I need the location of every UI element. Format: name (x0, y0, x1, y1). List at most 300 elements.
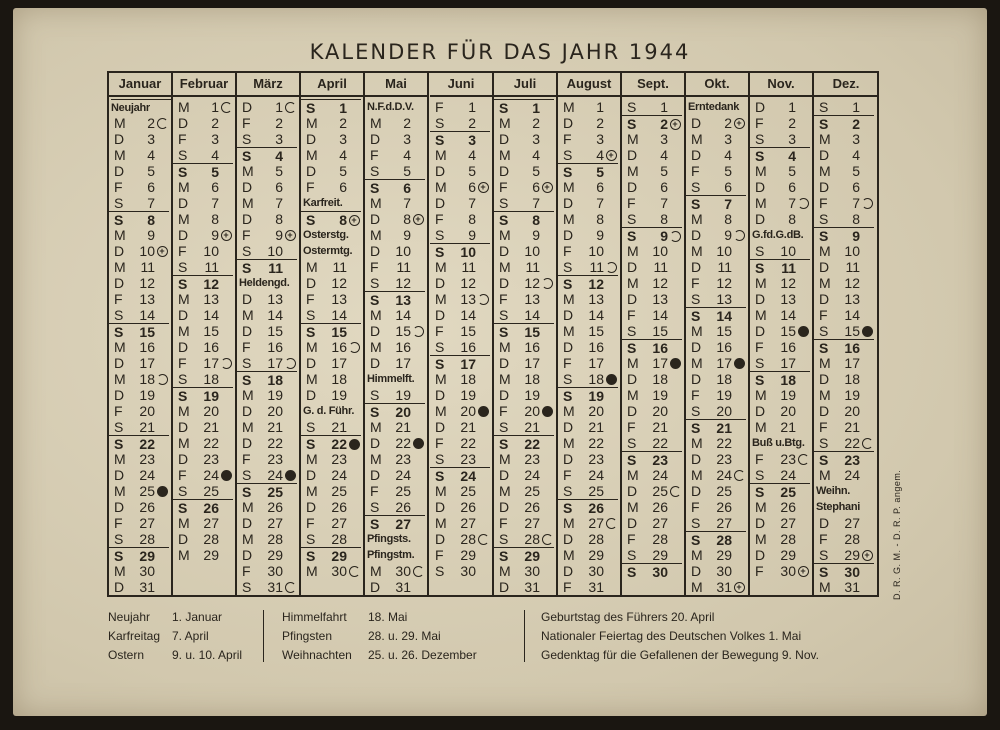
weekday-letter: S (819, 99, 829, 115)
day-number: 7 (660, 195, 668, 211)
weekday-letter: F (435, 323, 444, 339)
weekday-letter: S (242, 372, 252, 388)
month-header: April (301, 73, 363, 97)
day-row (622, 323, 682, 339)
day-row (558, 387, 618, 404)
weekday-letter: S (755, 148, 765, 164)
weekday-letter: D (499, 355, 510, 371)
weekday-letter: D (819, 515, 830, 531)
month-column (301, 73, 365, 595)
day-number: 12 (588, 276, 604, 292)
weekday-letter: F (627, 307, 636, 323)
day-number: 28 (588, 531, 604, 547)
weekday-letter: M (370, 419, 382, 435)
day-row (173, 99, 233, 115)
day-row (750, 179, 810, 195)
day-row (365, 579, 425, 595)
weekday-letter: S (819, 435, 829, 451)
moon-phase-icon (606, 374, 617, 385)
weekday-letter: F (435, 435, 444, 451)
weekday-letter: F (242, 451, 251, 467)
day-row (750, 259, 810, 276)
weekday-letter: D (563, 419, 574, 435)
weekday-letter: M (691, 211, 703, 227)
weekday-letter: M (563, 547, 575, 563)
weekday-letter: S (691, 196, 701, 212)
day-row (365, 499, 425, 515)
day-row (494, 179, 554, 195)
day-number: 10 (267, 243, 283, 259)
day-row (686, 179, 746, 195)
day-number: 18 (267, 372, 283, 388)
weekday-letter: F (242, 227, 251, 243)
day-row (814, 259, 874, 275)
day-number: 7 (403, 195, 411, 211)
day-number: 4 (468, 147, 476, 163)
weekday-letter: M (370, 451, 382, 467)
day-number: 27 (139, 515, 155, 531)
day-number: 16 (524, 339, 540, 355)
weekday-letter: S (435, 244, 445, 260)
day-number: 13 (460, 291, 476, 307)
day-number: 19 (460, 387, 476, 403)
day-row (622, 99, 682, 115)
day-row (814, 579, 874, 595)
day-row (558, 243, 618, 259)
day-number: 24 (524, 467, 540, 483)
day-number: 15 (588, 323, 604, 339)
day-row (814, 243, 874, 259)
footer-line: Geburtstag des Führers 20. April (541, 610, 715, 624)
weekday-letter: D (691, 339, 702, 355)
day-row (686, 435, 746, 451)
day-number: 13 (267, 291, 283, 307)
footer-line: Karfreitag 7. April (108, 629, 209, 643)
weekday-letter: M (563, 435, 575, 451)
day-row (558, 467, 618, 483)
day-row (173, 403, 233, 419)
day-number: 14 (460, 307, 476, 323)
day-number: 5 (468, 163, 476, 179)
weekday-letter: D (499, 163, 510, 179)
weekday-letter: M (370, 115, 382, 131)
day-number: 18 (139, 371, 155, 387)
day-row (558, 531, 618, 547)
weekday-letter: D (691, 371, 702, 387)
weekday-letter: M (435, 179, 447, 195)
day-row (494, 307, 554, 323)
weekday-letter: F (691, 275, 700, 291)
day-row (430, 227, 490, 243)
day-number: 5 (724, 163, 732, 179)
day-number: 3 (403, 131, 411, 147)
weekday-letter: S (691, 515, 701, 531)
day-row (237, 179, 297, 195)
day-row (430, 419, 490, 435)
weekday-letter: S (178, 147, 188, 163)
day-row (686, 291, 746, 307)
day-number: 13 (844, 291, 860, 307)
weekday-letter: M (242, 419, 254, 435)
day-row (558, 307, 618, 323)
day-number: 27 (267, 515, 283, 531)
day-number: 22 (203, 435, 219, 451)
weekday-letter: M (499, 451, 511, 467)
day-number: 13 (203, 291, 219, 307)
day-number: 31 (267, 579, 283, 595)
day-number: 28 (460, 531, 476, 547)
day-number: 20 (652, 403, 668, 419)
holiday-label: Pfingsts. (367, 533, 411, 545)
moon-phase-icon (670, 119, 681, 130)
day-number: 14 (395, 307, 411, 323)
day-row (365, 515, 425, 532)
day-number: 13 (139, 291, 155, 307)
moon-phase-icon (478, 406, 489, 417)
day-number: 9 (532, 227, 540, 243)
weekday-letter: D (499, 467, 510, 483)
day-number: 25 (139, 483, 155, 499)
day-row (494, 403, 554, 419)
day-number: 28 (716, 532, 732, 548)
weekday-letter: D (306, 275, 317, 291)
weekday-letter: S (627, 547, 637, 563)
weekday-letter: F (563, 131, 572, 147)
weekday-letter: F (178, 243, 187, 259)
day-row (494, 355, 554, 371)
day-row (237, 163, 297, 179)
weekday-letter: F (819, 307, 828, 323)
day-row (494, 419, 554, 435)
day-number: 28 (139, 531, 155, 547)
weekday-letter: S (306, 419, 316, 435)
day-row (686, 355, 746, 371)
weekday-letter: M (178, 211, 190, 227)
holiday-label: G. d. Führ. (303, 405, 355, 417)
weekday-letter: M (755, 531, 767, 547)
day-number: 23 (331, 451, 347, 467)
day-number: 10 (524, 243, 540, 259)
weekday-letter: F (499, 515, 508, 531)
day-number: 20 (203, 403, 219, 419)
day-number: 4 (403, 147, 411, 163)
day-number: 8 (596, 211, 604, 227)
moon-phase-icon (221, 230, 232, 241)
day-row (686, 499, 746, 515)
weekday-letter: S (499, 419, 509, 435)
day-number: 12 (524, 275, 540, 291)
day-number: 26 (395, 499, 411, 515)
weekday-letter: F (691, 163, 700, 179)
day-row (237, 211, 297, 227)
weekday-letter: D (499, 387, 510, 403)
weekday-letter: D (370, 243, 381, 259)
day-number: 24 (844, 467, 860, 483)
moon-phase-icon (542, 534, 553, 545)
weekday-letter: M (178, 547, 190, 563)
day-row (750, 355, 810, 371)
day-number: 8 (403, 211, 411, 227)
day-row (109, 355, 169, 371)
day-row (237, 403, 297, 419)
day-row (173, 547, 233, 563)
day-number: 23 (844, 452, 860, 468)
moon-phase-icon (221, 102, 232, 113)
day-row (750, 147, 810, 164)
moon-phase-icon (606, 262, 617, 273)
day-number: 23 (588, 451, 604, 467)
day-row (494, 323, 554, 340)
day-row (173, 387, 233, 404)
day-row (686, 547, 746, 563)
day-row (750, 531, 810, 547)
day-number: 4 (596, 147, 604, 163)
moon-phase-icon (606, 150, 617, 161)
day-row (173, 291, 233, 307)
day-row (365, 387, 425, 403)
day-row (109, 115, 169, 131)
day-row (750, 115, 810, 131)
moon-phase-icon (413, 214, 424, 225)
weekday-letter: S (114, 436, 124, 452)
day-number: 18 (780, 372, 796, 388)
weekday-letter: D (627, 259, 638, 275)
day-row (237, 339, 297, 355)
weekday-letter: D (755, 515, 766, 531)
day-row (494, 451, 554, 467)
day-row (109, 419, 169, 435)
day-row (237, 147, 297, 164)
day-number: 14 (652, 307, 668, 323)
weekday-letter: S (306, 436, 316, 452)
weekday-letter: M (370, 307, 382, 323)
weekday-letter: D (691, 259, 702, 275)
day-number: 30 (844, 564, 860, 580)
day-number: 21 (844, 419, 860, 435)
weekday-letter: S (306, 307, 316, 323)
weekday-letter: M (114, 451, 126, 467)
weekday-letter: S (242, 467, 252, 483)
weekday-letter: F (435, 99, 444, 115)
day-row (750, 515, 810, 531)
moon-phase-icon (478, 294, 489, 305)
weekday-letter: M (370, 339, 382, 355)
weekday-letter: S (178, 500, 188, 516)
weekday-letter: M (627, 499, 639, 515)
day-number: 24 (203, 467, 219, 483)
weekday-letter: M (306, 259, 318, 275)
day-number: 25 (588, 483, 604, 499)
day-number: 5 (852, 163, 860, 179)
day-row (365, 435, 425, 451)
day-number: 16 (203, 339, 219, 355)
day-number: 12 (331, 275, 347, 291)
day-row (814, 435, 874, 451)
day-row (430, 99, 490, 115)
day-number: 21 (524, 419, 540, 435)
day-row (750, 339, 810, 355)
weekday-letter: D (691, 483, 702, 499)
weekday-letter: M (499, 563, 511, 579)
day-row (494, 339, 554, 355)
month-column (430, 73, 494, 595)
day-number: 15 (524, 324, 540, 340)
day-number: 13 (780, 291, 796, 307)
day-row (814, 371, 874, 387)
day-row (109, 499, 169, 515)
day-row (237, 259, 297, 276)
day-row (558, 579, 618, 595)
day-number: 3 (852, 131, 860, 147)
day-number: 18 (588, 371, 604, 387)
weekday-letter: M (499, 371, 511, 387)
day-row (750, 131, 810, 147)
day-row (686, 483, 746, 499)
weekday-letter: M (691, 323, 703, 339)
weekday-letter: D (114, 499, 125, 515)
day-number: 22 (267, 435, 283, 451)
holiday-label: Erntedank (688, 101, 740, 113)
weekday-letter: D (306, 163, 317, 179)
day-row (814, 563, 874, 580)
weekday-letter: S (691, 291, 701, 307)
day-number: 17 (395, 355, 411, 371)
moon-phase-icon (542, 278, 553, 289)
weekday-letter: D (242, 179, 253, 195)
day-number: 10 (139, 243, 155, 259)
weekday-letter: M (691, 435, 703, 451)
weekday-letter: D (563, 451, 574, 467)
day-row (686, 147, 746, 163)
day-row (430, 355, 490, 372)
day-number: 20 (588, 403, 604, 419)
weekday-letter: M (242, 387, 254, 403)
day-number: 12 (652, 275, 668, 291)
day-number: 31 (716, 579, 732, 595)
day-number: 18 (652, 371, 668, 387)
weekday-letter: S (819, 452, 829, 468)
day-row (686, 579, 746, 595)
day-row (109, 563, 169, 579)
month-column (237, 73, 301, 595)
day-number: 9 (275, 227, 283, 243)
moon-phase-icon (478, 534, 489, 545)
day-number: 17 (844, 355, 860, 371)
weekday-letter: M (114, 483, 126, 499)
weekday-letter: M (242, 531, 254, 547)
day-number: 2 (211, 115, 219, 131)
day-row (622, 211, 682, 227)
day-number: 7 (275, 195, 283, 211)
weekday-letter: D (306, 467, 317, 483)
weekday-letter: F (114, 291, 123, 307)
day-number: 21 (780, 419, 796, 435)
weekday-letter: S (563, 483, 573, 499)
day-number: 29 (267, 547, 283, 563)
day-number: 9 (211, 227, 219, 243)
day-row (430, 547, 490, 563)
day-row (237, 195, 297, 211)
weekday-letter: D (306, 131, 317, 147)
weekday-letter: S (306, 531, 316, 547)
weekday-letter: F (370, 483, 379, 499)
weekday-letter: M (755, 163, 767, 179)
moon-phase-icon (349, 215, 360, 226)
day-row (109, 435, 169, 452)
weekday-letter: F (691, 499, 700, 515)
day-number: 14 (844, 307, 860, 323)
weekday-letter: D (563, 195, 574, 211)
month-header: Januar (109, 73, 171, 97)
weekday-letter: S (435, 356, 445, 372)
moon-phase-icon (285, 102, 296, 113)
day-number: 31 (395, 579, 411, 595)
day-number: 8 (532, 212, 540, 228)
day-number: 8 (660, 211, 668, 227)
weekday-letter: D (627, 291, 638, 307)
holiday-label: Buß u.Btg. (752, 437, 805, 449)
weekday-letter: S (435, 132, 445, 148)
weekday-letter: S (819, 228, 829, 244)
weekday-letter: M (370, 227, 382, 243)
day-number: 1 (275, 99, 283, 115)
weekday-letter: M (627, 387, 639, 403)
day-number: 4 (147, 147, 155, 163)
day-number: 31 (844, 579, 860, 595)
day-row (622, 515, 682, 531)
day-row (622, 195, 682, 211)
weekday-letter: S (178, 259, 188, 275)
weekday-letter: M (306, 371, 318, 387)
weekday-letter: M (627, 275, 639, 291)
day-number: 10 (395, 243, 411, 259)
day-number: 16 (716, 339, 732, 355)
weekday-letter: F (499, 403, 508, 419)
day-row (237, 99, 297, 115)
day-number: 29 (203, 547, 219, 563)
weekday-letter: D (114, 163, 125, 179)
day-number: 26 (331, 499, 347, 515)
weekday-letter: S (627, 211, 637, 227)
weekday-letter: S (499, 324, 509, 340)
day-row (558, 499, 618, 516)
day-row (814, 339, 874, 356)
weekday-letter: M (819, 387, 831, 403)
day-number: 2 (275, 115, 283, 131)
weekday-letter: S (499, 307, 509, 323)
day-row (494, 275, 554, 291)
day-row (173, 211, 233, 227)
day-number: 2 (532, 115, 540, 131)
day-number: 3 (468, 132, 476, 148)
day-row (750, 323, 810, 339)
day-number: 30 (331, 563, 347, 579)
day-number: 7 (532, 195, 540, 211)
moon-phase-icon (606, 518, 617, 529)
weekday-letter: F (627, 419, 636, 435)
moon-phase-icon (413, 326, 424, 337)
day-number: 23 (716, 451, 732, 467)
month-column (365, 73, 429, 595)
moon-phase-icon (670, 358, 681, 369)
day-number: 21 (652, 419, 668, 435)
day-number: 2 (788, 115, 796, 131)
day-number: 2 (147, 115, 155, 131)
day-number: 14 (524, 307, 540, 323)
day-number: 20 (267, 403, 283, 419)
day-number: 20 (524, 403, 540, 419)
moon-phase-icon (221, 470, 232, 481)
